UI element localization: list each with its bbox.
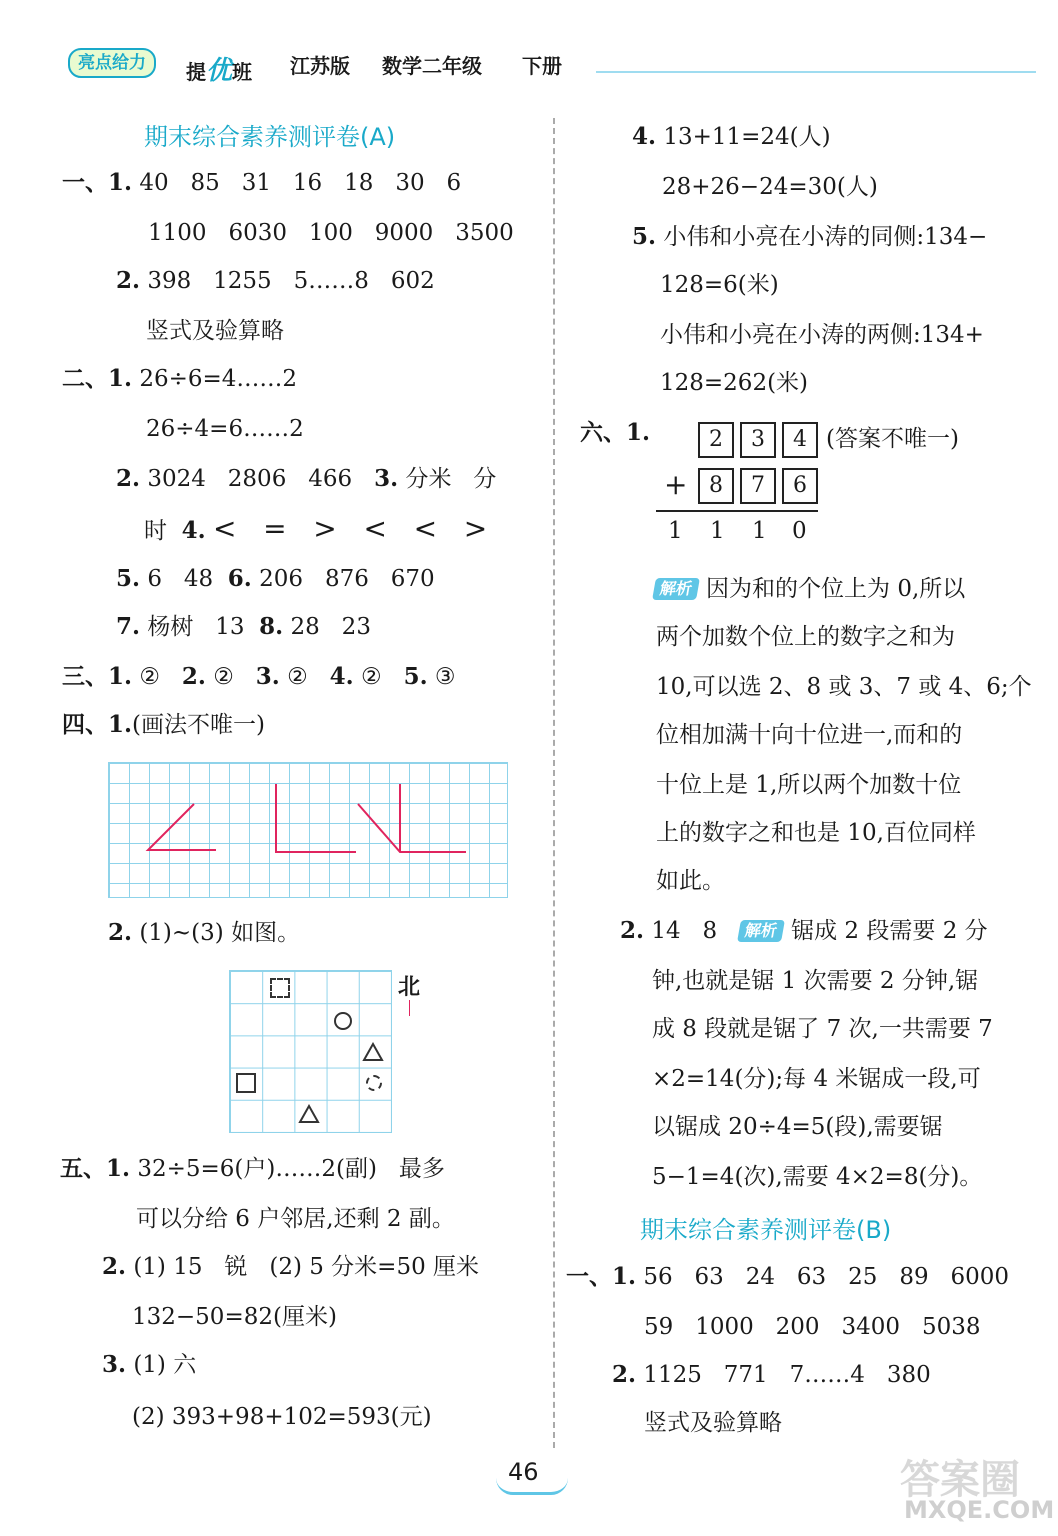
answer-line: 一、1. 56 63 24 63 25 89 6000 <box>566 1263 1010 1290</box>
dashed-circle-icon <box>366 1075 382 1091</box>
triangle-icon <box>362 1042 384 1062</box>
sum-digit: 1 <box>752 518 767 544</box>
answer-line: 26÷4=6……2 <box>146 416 304 442</box>
edition: 江苏版 <box>290 54 350 78</box>
analysis-line: 成 8 段就是锯了 7 次,一共需要 7 <box>652 1016 993 1042</box>
analysis-line: 解析 因为和的个位上为 0,所以 <box>654 574 965 604</box>
analysis-tag: 解析 <box>737 920 785 942</box>
brand-badge: 亮点给力 <box>68 48 156 78</box>
digit-box: 3 <box>740 422 776 458</box>
answer-line: 7. 杨树 13 8. 28 23 <box>116 613 371 640</box>
answer-line: 5. 6 48 6. 206 876 670 <box>116 565 435 592</box>
answer-line: 三、1. ② 2. ② 3. ② 4. ② 5. ③ <box>62 663 456 690</box>
answer-line: 竖式及验算略 <box>644 1410 782 1436</box>
north-label: 北 <box>398 974 421 1000</box>
analysis-line: 十位上是 1,所以两个加数十位 <box>656 772 962 798</box>
right-angle-line <box>276 784 356 852</box>
page-number: 46 <box>508 1458 539 1486</box>
digit-box: 2 <box>698 422 734 458</box>
analysis-line: 上的数字之和也是 10,百位同样 <box>656 820 976 846</box>
answer-line: 1100 6030 100 9000 3500 <box>148 220 514 246</box>
analysis-tag: 解析 <box>652 578 700 600</box>
digit-box: 8 <box>698 468 734 504</box>
answer-line: 2. 3024 2806 466 3. 分米 分 <box>116 465 497 492</box>
sum-digit: 1 <box>710 518 725 544</box>
volume: 下册 <box>522 54 562 78</box>
answer-line: 2. 14 8 解析 锯成 2 段需要 2 分 <box>620 917 988 944</box>
analysis-line: 5−1=4(次),需要 4×2=8(分)。 <box>652 1164 983 1190</box>
obtuse-angle-line <box>358 804 466 852</box>
angle-drawing <box>108 762 506 896</box>
answer-line: 128=262(米) <box>660 370 809 396</box>
answer-line: 132−50=82(厘米) <box>132 1304 337 1330</box>
digit-box: 7 <box>740 468 776 504</box>
answer-line: 二、1. 26÷6=4……2 <box>62 365 298 392</box>
answer-line: 5. 小伟和小亮在小涛的同侧:134− <box>632 223 988 250</box>
sum-digit: 0 <box>792 518 807 544</box>
answer-line: 2. 1125 771 7……4 380 <box>612 1361 931 1388</box>
analysis-line: 位相加满十向十位进一,而和的 <box>656 722 963 748</box>
analysis-line: 两个加数个位上的数字之和为 <box>656 624 955 650</box>
section-title-a: 期末综合素养测评卷(A) <box>144 123 396 151</box>
digit-box: 4 <box>782 422 818 458</box>
analysis-line: 如此。 <box>656 868 725 894</box>
dashed-square-icon <box>270 978 290 998</box>
watermark-logo: 答案圈 <box>900 1457 1020 1503</box>
series-title: 提优班 <box>186 56 253 86</box>
note: (答案不唯一) <box>826 426 959 452</box>
circle-icon <box>334 1012 352 1030</box>
digit-box: 6 <box>782 468 818 504</box>
watermark-url: MXQE.COM <box>904 1496 1055 1524</box>
answer-line: 3. (1) 六 <box>102 1351 197 1378</box>
answer-line: 五、1. 32÷5=6(户)……2(副) 最多 <box>60 1155 445 1182</box>
subject: 数学二年级 <box>382 54 482 78</box>
sum-digit: 1 <box>668 518 683 544</box>
header-rule <box>596 71 1036 73</box>
answer-line: 竖式及验算略 <box>146 318 284 344</box>
analysis-line: 钟,也就是锯 1 次需要 2 分钟,锯 <box>652 968 979 994</box>
analysis-line: 以锯成 20÷4=5(段),需要锯 <box>652 1114 943 1140</box>
answer-line: 四、1.(画法不唯一) <box>62 711 265 738</box>
page-number-decoration <box>496 1478 568 1495</box>
acute-angle-line <box>148 804 216 850</box>
answer-line: 59 1000 200 3400 5038 <box>644 1314 981 1340</box>
sum-rule <box>656 510 818 512</box>
answer-line: 2. 398 1255 5……8 602 <box>116 267 435 294</box>
answer-line: 2. (1) 15 锐 (2) 5 分米=50 厘米 <box>102 1253 480 1280</box>
answer-line: 六、1. <box>580 419 651 446</box>
answer-line: 2. (1)~(3) 如图。 <box>108 919 301 946</box>
answer-line: 一、1. 40 85 31 16 18 30 6 <box>62 169 462 196</box>
north-arrow-icon <box>409 1000 410 1016</box>
answer-line: 时 4. < = > < < > <box>144 512 488 545</box>
section-title-b: 期末综合素养测评卷(B) <box>640 1216 892 1244</box>
square-icon <box>236 1073 256 1093</box>
column-divider <box>553 118 555 1448</box>
answer-line: 128=6(米) <box>660 272 779 298</box>
analysis-line: 10,可以选 2、8 或 3、7 或 4、6;个 <box>656 674 1032 700</box>
answer-line: 4. 13+11=24(人) <box>632 123 831 150</box>
analysis-line: ×2=14(分);每 4 米锯成一段,可 <box>652 1066 981 1092</box>
answer-line: 小伟和小亮在小涛的两侧:134+ <box>660 322 984 348</box>
answer-line: (2) 393+98+102=593(元) <box>132 1404 432 1430</box>
triangle-icon <box>298 1104 320 1124</box>
answer-line: 可以分给 6 户邻居,还剩 2 副。 <box>136 1206 455 1232</box>
answer-line: 28+26−24=30(人) <box>662 174 878 200</box>
plus-sign: + <box>664 468 688 501</box>
